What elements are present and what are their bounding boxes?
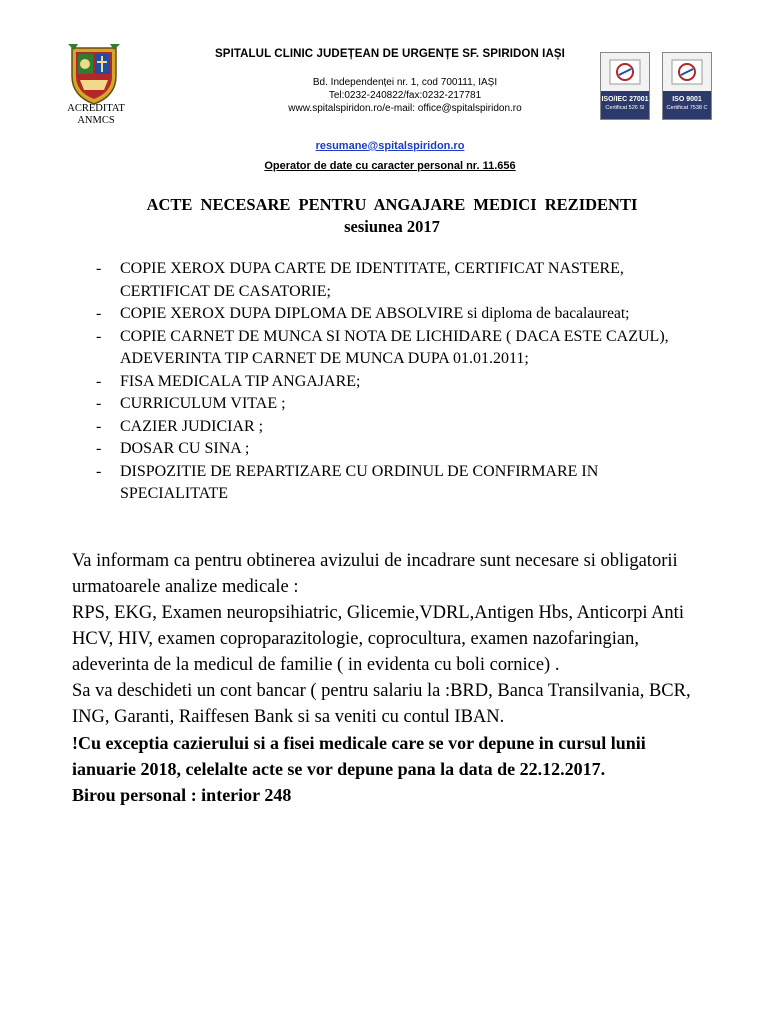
list-dash: - xyxy=(96,305,102,322)
data-operator-line xyxy=(150,160,630,172)
certificate-iso-27001 xyxy=(600,52,650,120)
cert-iso-27001-icon xyxy=(609,59,641,85)
deadline-paragraph: !Cu exceptia cazierului si a fisei medicale care se vor depune in cursul lunii ianuarie 2018, celelalte acte se vor depune pana la data de 22.12.2017. xyxy=(72,733,646,779)
list-item xyxy=(92,303,702,326)
list-item-text: FISA MEDICALA TIP ANGAJARE; xyxy=(120,372,361,390)
list-dash: - xyxy=(96,395,102,412)
list-item-text: COPIE XEROX DUPA DIPLOMA DE ABSOLVIRE xyxy=(120,305,464,322)
office-line: Birou personal : interior 248 xyxy=(72,785,292,805)
title-main: ACTE NECESARE PENTRU ANGAJARE MEDICI REZIDENTI xyxy=(146,195,638,214)
list-dash: - xyxy=(96,260,102,277)
cert-band xyxy=(663,91,711,119)
list-dash: - xyxy=(96,327,102,345)
list-item xyxy=(92,438,702,461)
web-email-line: www.spitalspiridon.ro/e-mail: office@spitalspiridon.ro xyxy=(288,103,522,114)
list-dash: - xyxy=(96,417,102,435)
resume-email-link[interactable]: resumane@spitalspiridon.ro xyxy=(315,140,465,152)
cert-iso-9001-icon xyxy=(671,59,703,85)
hospital-address-block xyxy=(230,76,580,115)
cert-number: Certificat 526 SI xyxy=(605,105,645,111)
accreditation-line1: ACREDITAT xyxy=(67,103,125,114)
list-item-text: COPIE CARNET DE MUNCA SI NOTA DE LICHIDARE ( DACA ESTE CAZUL), ADEVERINTA TIP CARNET DE MUNCA DUPA 01.01.2011; xyxy=(120,327,669,367)
cert-standard: ISO/IEC 27001 xyxy=(601,96,649,103)
accreditation-line2: ANMCS xyxy=(77,115,115,126)
list-item xyxy=(92,258,702,303)
list-item-extra: si diploma de bacalaureat; xyxy=(463,305,630,322)
certificate-iso-9001 xyxy=(662,52,712,120)
cert-band xyxy=(601,91,649,119)
list-dash: - xyxy=(96,440,102,457)
list-dash: - xyxy=(96,462,102,480)
list-item xyxy=(92,326,702,371)
list-dash: - xyxy=(96,372,102,390)
cert-number: Certificat 7538 C xyxy=(666,105,708,111)
required-documents-list xyxy=(92,258,702,506)
list-item xyxy=(92,371,702,394)
operator-text: Operator de date cu caracter personal nr. 11.656 xyxy=(264,160,516,172)
title-session: sesiunea 2017 xyxy=(344,217,440,236)
accreditation-caption xyxy=(66,103,126,127)
bank-paragraph: Sa va deschideti un cont bancar ( pentru salariu la :BRD, Banca Transilvania, BCR, ING, Garanti, Raiffesen Bank si sa veniti cu contul IBAN. xyxy=(72,681,691,727)
information-body xyxy=(72,548,712,808)
cert-standard: ISO 9001 xyxy=(672,96,702,103)
address-line: Bd. Independenței nr. 1, cod 700111, IAȘI xyxy=(312,77,498,88)
list-item-text: CAZIER JUDICIAR ; xyxy=(120,417,264,435)
list-item xyxy=(92,461,702,506)
hospital-name: SPITALUL CLINIC JUDEȚEAN DE URGENȚE SF. SPIRIDON IAȘI xyxy=(215,48,565,60)
list-item-text: COPIE XEROX DUPA CARTE DE IDENTITATE, CERTIFICAT NASTERE, CERTIFICAT DE CASATORIE; xyxy=(120,260,624,300)
list-item xyxy=(92,393,702,416)
hospital-coat-of-arms-icon xyxy=(64,42,124,106)
list-item-text: DISPOZITIE DE REPARTIZARE CU ORDINUL DE CONFIRMARE IN SPECIALITATE xyxy=(120,462,599,502)
intro-paragraph: Va informam ca pentru obtinerea avizului de incadrare sunt necesare si obligatorii urmatoarele analize medicale : xyxy=(72,551,678,597)
phone-fax-line: Tel:0232-240822/fax:0232-217781 xyxy=(328,90,482,101)
page-title xyxy=(72,194,712,238)
list-item-text: DOSAR CU SINA ; xyxy=(120,440,250,457)
list-item xyxy=(92,416,702,439)
list-item-text: CURRICULUM VITAE ; xyxy=(120,395,286,412)
analyses-paragraph: RPS, EKG, Examen neuropsihiatric, Glicemie,VDRL,Antigen Hbs, Anticorpi Anti HCV, HIV, examen coproparazitologie, coprocultura, examen nazofaringian, adeverinta de la medicul de familie ( in evidenta cu boli cornice) . xyxy=(72,603,684,675)
